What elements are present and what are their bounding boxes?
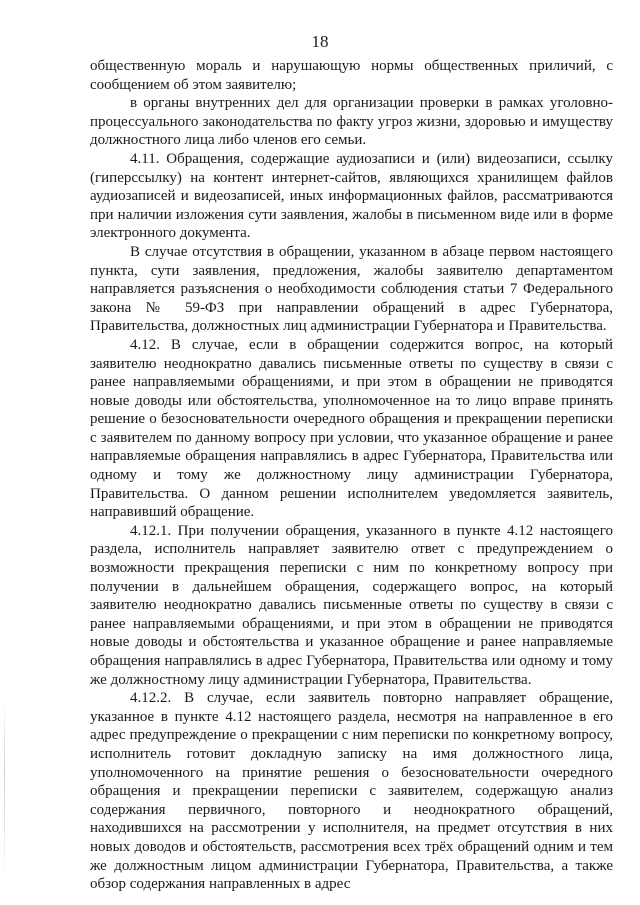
paragraph-4-11-missing-essence: В случае отсутствия в обращении, указанном в абзаце первом настоящего пункта, сути заявления, предложения, жалобы заявителю департаментом направляется разъяснения о необходимости соблюдения статьи 7 Федерального закона № 59-ФЗ при направлении обращений в адрес Губернатора, Правительства, должностных лиц администрации Губернатора и Правительства. [90, 243, 613, 335]
paragraph-4-12-2: 4.12.2. В случае, если заявитель повторно направляет обращение, указанное в пункте 4.12 настоящего раздела, несмотря на направленное в его адрес предупреждение о прекращении с ним переписки по конкретному вопросу, исполнитель готовит докладную записку на имя должностного лица, уполномоченного на принятие решения о безосновательности очередного обращения и прекращении переписки с заявителем, содержащую анализ содержания первичного, повторного и неоднократного обращений, находившихся на рассмотрении у исполнителя, на предмет отсутствия в них новых доводов и обстоятельств, рассмотрения всех трёх обращений одним и тем же должностным лицом администрации Губернатора, Правительства, а также обзор содержания направленных в адрес [90, 690, 613, 893]
scan-edge-mark [4, 700, 5, 880]
paragraph-4-12: 4.12. В случае, если в обращении содержится вопрос, на который заявителю неоднократно давались письменные ответы по существу в связи с ранее направляемыми обращениями, и при этом в обращении не приводятся новые доводы или обстоятельства, уполномоченное на то лицо вправе принять решение о безосновательности очередного обращения и прекращении переписки с заявителем по данному вопросу при условии, что указанное обращение и ранее направляемые обращения направлялись в адрес Губернатора, Правительства или одному и тому же должностному лицу администрации Губернатора, Правительства. О данном решении исполнителем уведомляется заявитель, направивший обращение. [90, 336, 613, 521]
paragraph-police-referral: в органы внутренних дел для организации проверки в рамках уголовно-процессуального законодательства по факту угроз жизни, здоровью и имуществу должностного лица либо членов его семьи. [90, 95, 613, 149]
paragraph-continuation: общественную мораль и нарушающую нормы общественных приличий, с сообщением об этом заявителю; [90, 58, 613, 93]
paragraph-4-11: 4.11. Обращения, содержащие аудиозаписи и (или) видеозаписи, ссылку (гиперссылку) на контент интернет-сайтов, являющихся хранилищем файлов аудиозаписей и видеозаписей, иных информационных файлов, рассматриваются при наличии изложения сути заявления, жалобы в письменном виде или в форме электронного документа. [90, 150, 613, 242]
paragraph-4-12-1: 4.12.1. При получении обращения, указанного в пункте 4.12 настоящего раздела, исполнитель направляет заявителю ответ с предупреждением о возможности прекращения переписки с ним по конкретному вопросу при получении в дальнейшем обращения, содержащего вопрос, на который заявителю неоднократно давались письменные ответы по существу в связи с ранее направляемыми обращениями, и при этом в обращении не приводятся новые доводы и обстоятельства и указанное обращение и ранее направляемые обращения направлялись в адрес Губернатора, Правительства или одному и тому же должностному лицу администрации Губернатора, Правительства. [90, 522, 613, 688]
document-body [90, 57, 613, 894]
page-number: 18 [311, 32, 329, 51]
